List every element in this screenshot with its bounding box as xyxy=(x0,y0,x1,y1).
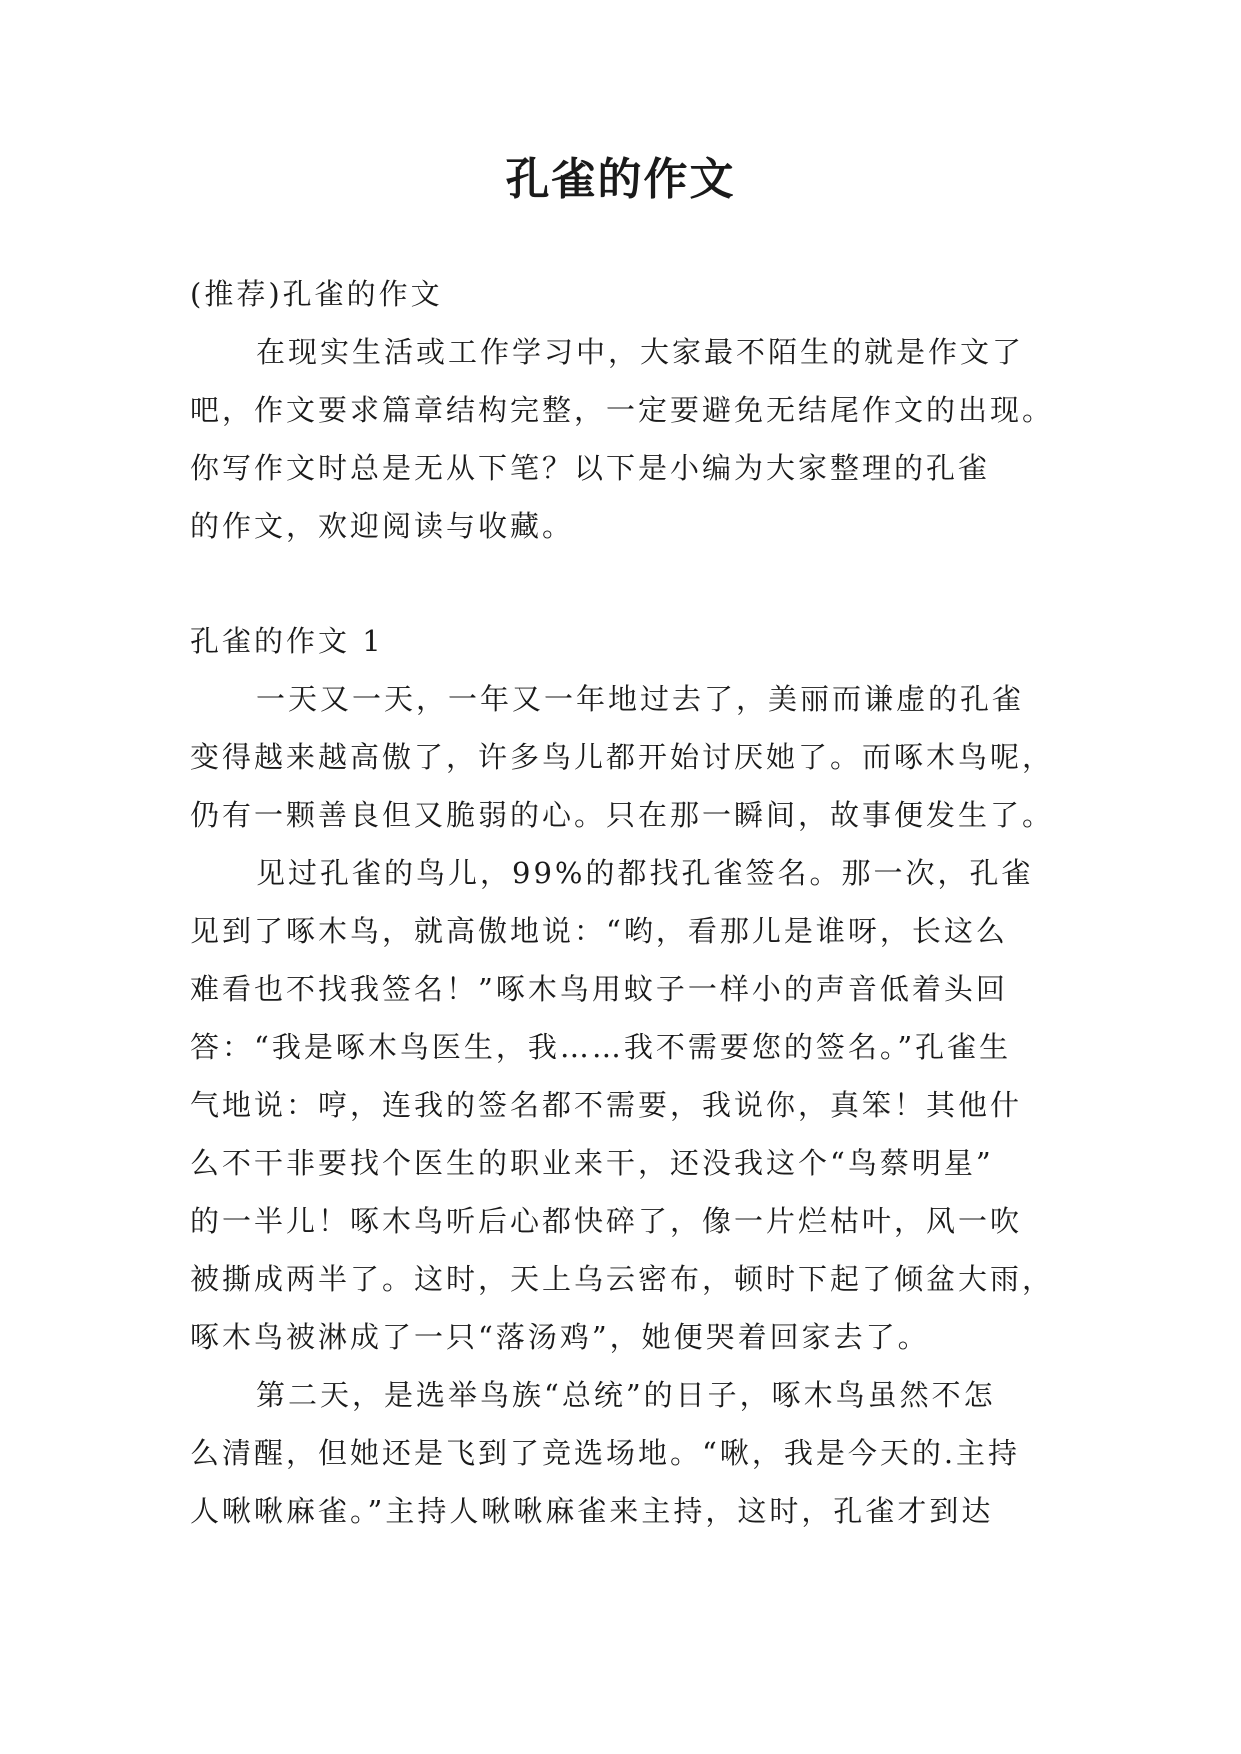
blank-space xyxy=(190,555,1050,612)
paragraph-line: 的作文，欢迎阅读与收藏。 xyxy=(190,509,575,543)
story-paragraph-3 xyxy=(190,1366,1050,1540)
paragraph-line: 的一半儿！啄木鸟听后心都快碎了，像一片烂枯叶，风一吹 xyxy=(190,1204,1023,1238)
paragraph-line: 在现实生活或工作学习中，大家最不陌生的就是作文了 xyxy=(256,335,1025,369)
paragraph-line: 么清醒，但她还是飞到了竞选场地。“啾，我是今天的.主持 xyxy=(190,1436,1021,1470)
story-paragraph-1 xyxy=(190,670,1055,844)
story-paragraph-2 xyxy=(190,844,1055,1366)
document-body xyxy=(190,265,1055,1540)
paragraph-line: 见过孔雀的鸟儿，99%的都找孔雀签名。那一次，孔雀 xyxy=(256,856,1034,890)
paragraph-line: 答：“我是啄木鸟医生，我……我不需要您的签名。”孔雀生 xyxy=(190,1030,1012,1064)
paragraph-line: 气地说：哼，连我的签名都不需要，我说你，真笨！其他什 xyxy=(190,1088,1023,1122)
paragraph-line: 变得越来越高傲了，许多鸟儿都开始讨厌她了。而啄木鸟呢， xyxy=(190,740,1055,774)
paragraph-line: 第二天，是选举鸟族“总统”的日子，啄木鸟虽然不怎 xyxy=(256,1378,996,1412)
paragraph-line: 仍有一颗善良但又脆弱的心。只在那一瞬间，故事便发生了。 xyxy=(190,798,1055,832)
section-heading: 孔雀的作文 1 xyxy=(190,624,384,658)
paragraph-line: 人啾啾麻雀。”主持人啾啾麻雀来主持，这时，孔雀才到达 xyxy=(190,1494,994,1528)
paragraph-line: 见到了啄木鸟，就高傲地说：“哟，看那儿是谁呀，长这么 xyxy=(190,914,1008,948)
paragraph-line: 被撕成两半了。这时，天上乌云密布，顿时下起了倾盆大雨， xyxy=(190,1262,1055,1296)
paragraph-line: 吧，作文要求篇章结构完整，一定要避免无结尾作文的出现。 xyxy=(190,393,1055,427)
paragraph-line: 你写作文时总是无从下笔？以下是小编为大家整理的孔雀 xyxy=(190,451,991,485)
document-title: 孔雀的作文 xyxy=(505,154,736,205)
paragraph-line: 么不干非要找个医生的职业来干，还没我这个“鸟蔡明星” xyxy=(190,1146,994,1180)
intro-paragraph xyxy=(190,323,1055,555)
subtitle-line: (推荐)孔雀的作文 xyxy=(190,277,443,311)
paragraph-line: 一天又一天，一年又一年地过去了，美丽而谦虚的孔雀 xyxy=(256,682,1025,716)
paragraph-line: 啄木鸟被淋成了一只“落汤鸡”，她便哭着回家去了。 xyxy=(190,1320,930,1354)
paragraph-line: 难看也不找我签名！”啄木鸟用蚊子一样小的声音低着头回 xyxy=(190,972,1008,1006)
